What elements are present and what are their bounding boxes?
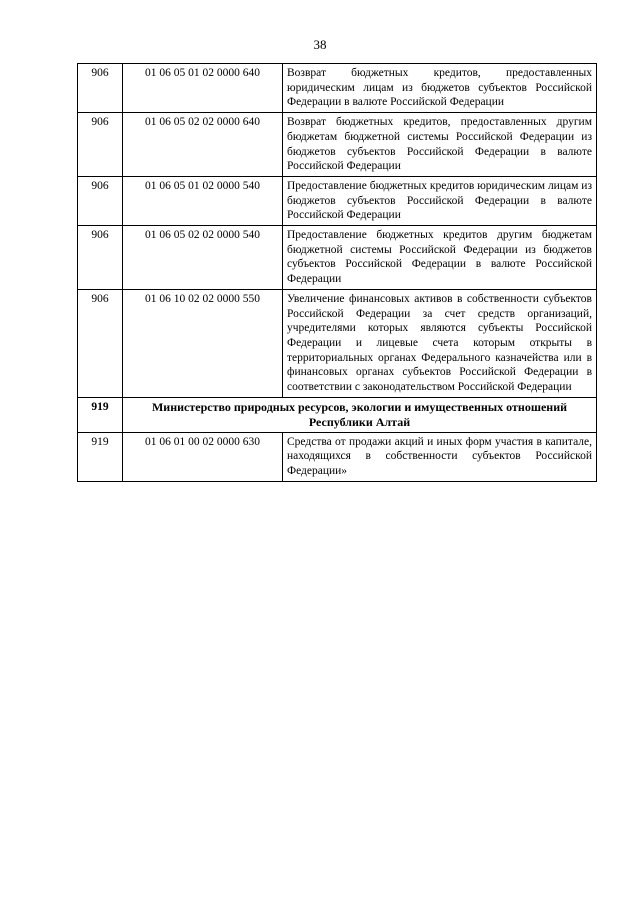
kbk-code-cell: 01 06 05 01 02 0000 540: [123, 176, 283, 225]
kbk-code-cell: 01 06 01 00 02 0000 630: [123, 432, 283, 481]
table-row: [78, 432, 597, 481]
description-cell: Увеличение финансовых активов в собственности субъектов Российской Федерации за счет средств организаций, учредителями которых являются субъекты Российской Федерации и лицевые счета которым открыты в территориальных органах Федерального казначейства или в финансовых органах субъектов Российской Федерации в соответствии с законодательством Российской Федерации: [283, 289, 597, 397]
section-header-row: [78, 397, 597, 432]
description-cell: Средства от продажи акций и иных форм участия в капитале, находящихся в собственности субъектов Российской Федерации»: [283, 432, 597, 481]
table-row: [78, 289, 597, 397]
section-admin-code: 919: [78, 397, 123, 432]
table-row: [78, 113, 597, 177]
description-cell: Предоставление бюджетных кредитов юридическим лицам из бюджетов субъектов Российской Федерации в валюте Российской Федерации: [283, 176, 597, 225]
description-cell: Возврат бюджетных кредитов, предоставленных другим бюджетам бюджетной системы Российской Федерации из бюджетов субъектов Российской Федерации в валюте Российской Федерации: [283, 113, 597, 177]
description-cell: Возврат бюджетных кредитов, предоставленных юридическим лицам из бюджетов субъектов Российской Федерации в валюте Российской Федерации: [283, 64, 597, 113]
admin-code-cell: 906: [78, 176, 123, 225]
admin-code-cell: 906: [78, 289, 123, 397]
table-row: [78, 64, 597, 113]
admin-code-cell: 906: [78, 226, 123, 290]
section-title: Министерство природных ресурсов, экологии и имущественных отношений Республики Алтай: [123, 397, 597, 432]
table-row: [78, 226, 597, 290]
kbk-code-cell: 01 06 05 02 02 0000 640: [123, 113, 283, 177]
budget-codes-table: [77, 63, 597, 482]
table-row: [78, 176, 597, 225]
admin-code-cell: 919: [78, 432, 123, 481]
kbk-code-cell: 01 06 05 02 02 0000 540: [123, 226, 283, 290]
kbk-code-cell: 01 06 10 02 02 0000 550: [123, 289, 283, 397]
page-number: 38: [313, 37, 327, 52]
kbk-code-cell: 01 06 05 01 02 0000 640: [123, 64, 283, 113]
admin-code-cell: 906: [78, 113, 123, 177]
admin-code-cell: 906: [78, 64, 123, 113]
description-cell: Предоставление бюджетных кредитов другим бюджетам бюджетной системы Российской Федерации из бюджетов субъектов Российской Федерации в валюте Российской Федерации: [283, 226, 597, 290]
